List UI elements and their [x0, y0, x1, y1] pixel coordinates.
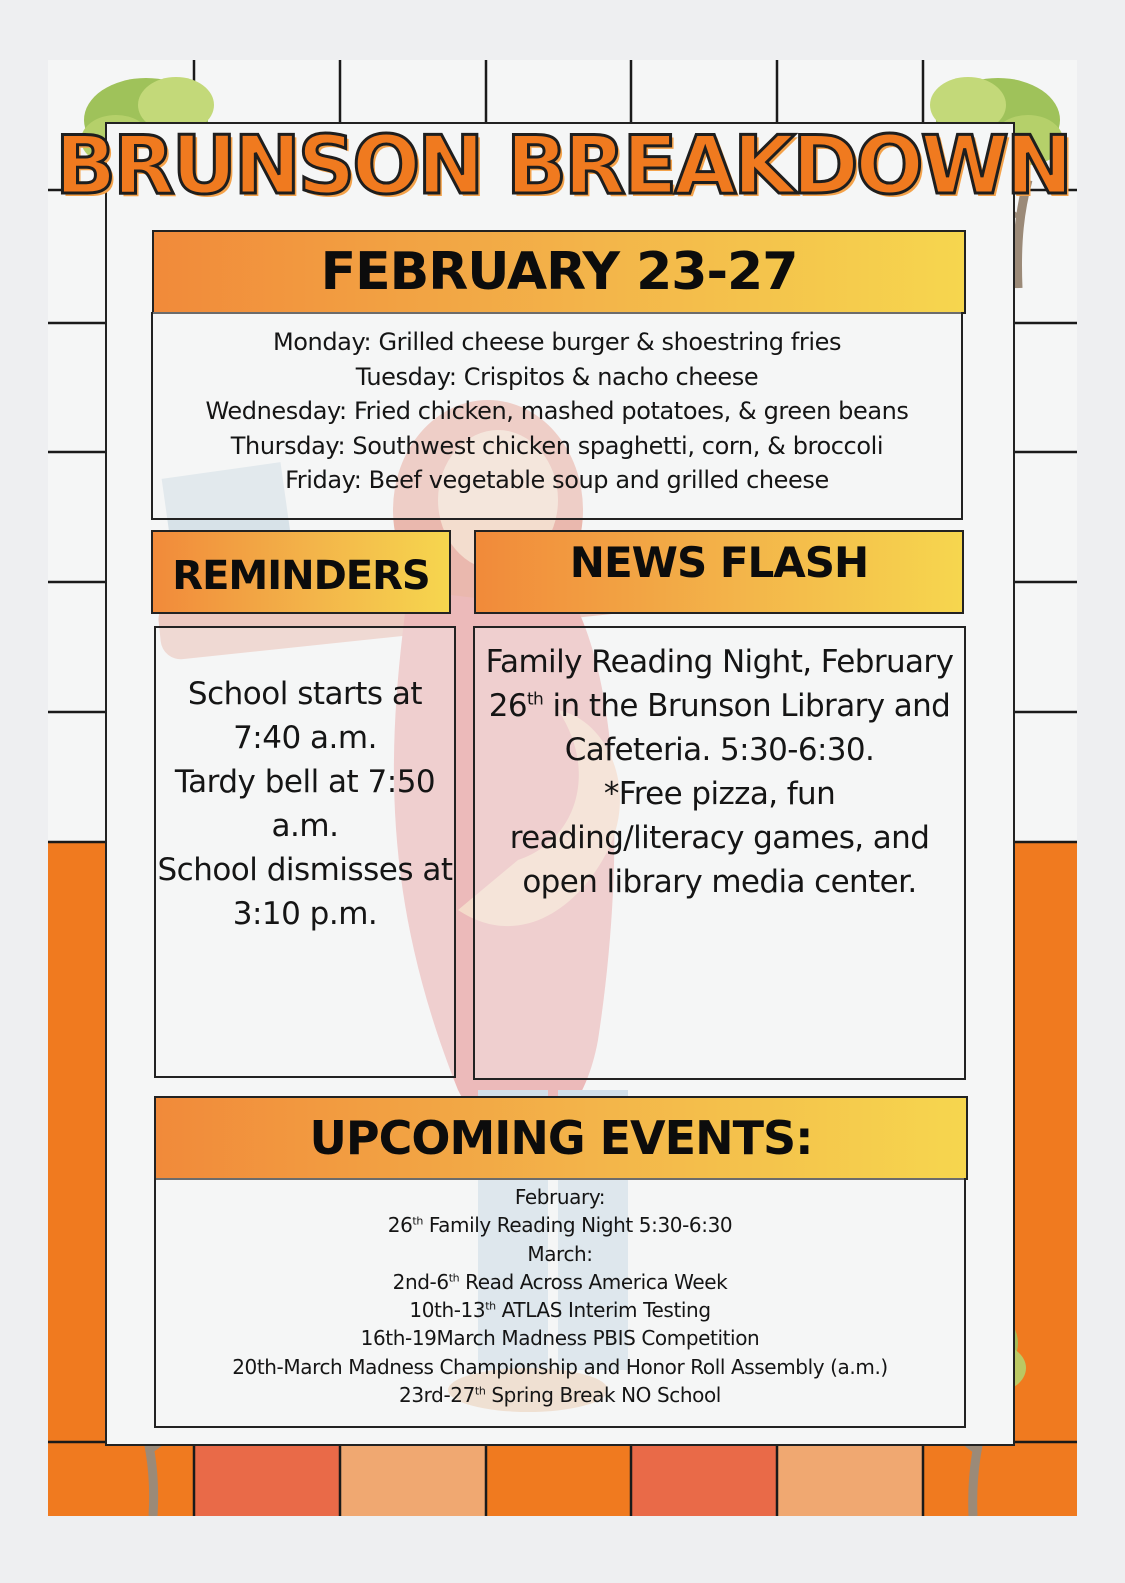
- week-banner: [152, 230, 966, 314]
- news-line-1: Family Reading Night, February: [485, 644, 954, 680]
- event-item: 16th-19March Madness PBIS Competition: [360, 1326, 760, 1351]
- reminder-line-6: 3:10 p.m.: [232, 896, 378, 932]
- event-month-march: March:: [527, 1241, 593, 1266]
- event-month-february: February:: [514, 1185, 606, 1209]
- event-item: 2nd-6th Read Across America Week: [392, 1269, 728, 1294]
- event-item: 23rd-27th Spring Break NO School: [399, 1383, 721, 1408]
- upcoming-events-box: [154, 1178, 966, 1428]
- news-line-2: 26th in the Brunson Library and: [488, 688, 951, 724]
- event-item: 10th-13th ATLAS Interim Testing: [409, 1298, 711, 1323]
- reminders-heading: REMINDERS: [172, 553, 430, 599]
- menu-thursday: Thursday: Southwest chicken spaghetti, corn, & broccoli: [230, 431, 884, 460]
- news-line-6: open library media center.: [522, 864, 917, 900]
- reminders-banner: [151, 530, 451, 614]
- menu-wednesday: Wednesday: Fried chicken, mashed potatoes, & green beans: [205, 397, 909, 425]
- reminder-line-1: School starts at: [187, 676, 423, 712]
- menu-friday: Friday: Beef vegetable soup and grilled cheese: [285, 466, 829, 494]
- news-line-4: *Free pizza, fun: [603, 776, 836, 812]
- news-line-5: reading/literacy games, and: [509, 820, 930, 856]
- lunch-menu: [151, 312, 963, 520]
- upcoming-events-heading: UPCOMING EVENTS:: [309, 1111, 813, 1165]
- reminder-line-2: 7:40 a.m.: [233, 720, 377, 756]
- menu-tuesday: Tuesday: Crispitos & nacho cheese: [355, 362, 759, 391]
- event-item: 26th Family Reading Night 5:30-6:30: [387, 1213, 733, 1238]
- reminder-line-4: a.m.: [271, 808, 339, 844]
- reminder-line-3: Tardy bell at 7:50: [174, 764, 436, 800]
- news-flash-box: [473, 626, 966, 1080]
- menu-monday: Monday: Grilled cheese burger & shoestring fries: [272, 328, 842, 356]
- news-line-3: Cafeteria. 5:30-6:30.: [564, 732, 875, 768]
- upcoming-events-banner: [154, 1096, 968, 1180]
- week-banner-text: FEBRUARY 23-27: [320, 242, 798, 302]
- flyer-page: [48, 60, 1077, 1516]
- news-flash-banner: [474, 530, 964, 614]
- reminder-line-5: School dismisses at: [157, 852, 453, 888]
- news-flash-heading: NEWS FLASH: [569, 538, 869, 587]
- event-item: 20th-March Madness Championship and Honor Roll Assembly (a.m.): [232, 1354, 888, 1379]
- reminders-box: [154, 626, 456, 1078]
- newsletter-title: BRUNSON BREAKDOWN: [55, 119, 1070, 212]
